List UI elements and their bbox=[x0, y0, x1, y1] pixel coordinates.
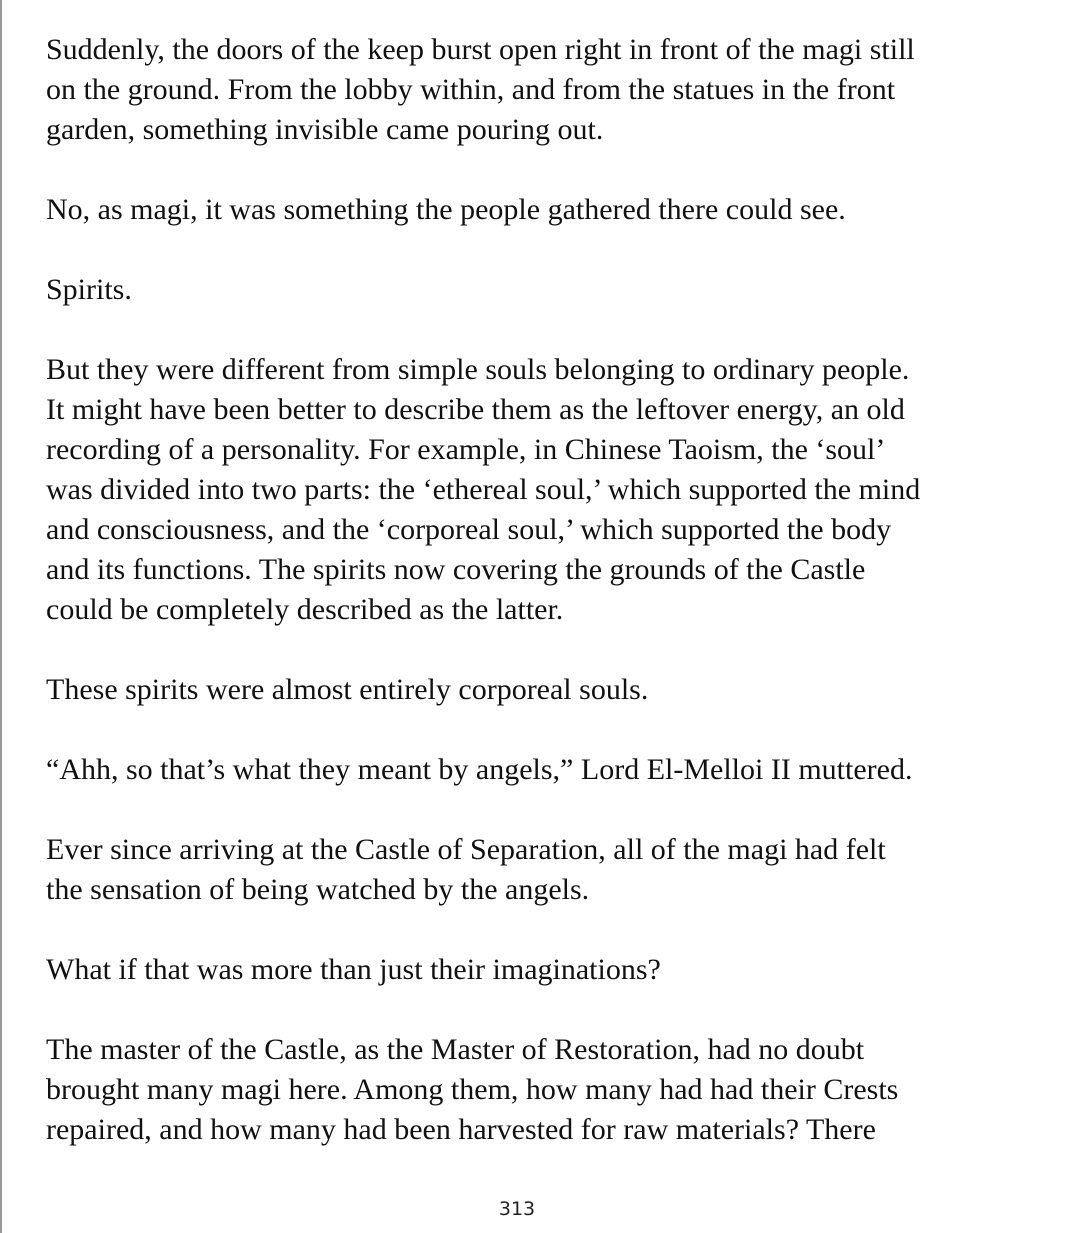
text-line: and its functions. The spirits now covering the grounds of the Castle bbox=[46, 553, 866, 586]
text-line: “Ahh, so that’s what they meant by angels,” Lord El-Melloi II muttered. bbox=[46, 753, 913, 786]
paragraph bbox=[46, 190, 1056, 230]
text-line: No, as magi, it was something the people gathered there could see. bbox=[46, 193, 846, 226]
text-line: could be completely described as the latter. bbox=[46, 593, 564, 626]
page-number: 313 bbox=[498, 1198, 536, 1220]
text-line: and consciousness, and the ‘corporeal soul,’ which supported the body bbox=[46, 513, 892, 546]
paragraph bbox=[46, 950, 1056, 990]
paragraph bbox=[46, 670, 1056, 710]
text-line: Spirits. bbox=[46, 273, 132, 306]
text-line: on the ground. From the lobby within, and from the statues in the front bbox=[46, 73, 896, 106]
text-line: What if that was more than just their imaginations? bbox=[46, 953, 661, 986]
text-line: brought many magi here. Among them, how many had had their Crests bbox=[46, 1073, 899, 1106]
text-line: The master of the Castle, as the Master of Restoration, had no doubt bbox=[46, 1033, 865, 1066]
text-line: It might have been better to describe them as the leftover energy, an old bbox=[46, 393, 905, 426]
text-line: But they were different from simple souls belonging to ordinary people. bbox=[46, 353, 910, 386]
paragraph bbox=[46, 1030, 1056, 1150]
paragraph bbox=[46, 750, 1056, 790]
text-line: repaired, and how many had been harvested for raw materials? There bbox=[46, 1113, 876, 1146]
text-line: garden, something invisible came pouring out. bbox=[46, 113, 604, 146]
paragraph bbox=[46, 830, 1056, 910]
paragraph bbox=[46, 30, 1056, 150]
text-line: the sensation of being watched by the angels. bbox=[46, 873, 590, 906]
paragraph bbox=[46, 350, 1056, 630]
text-line: Suddenly, the doors of the keep burst open right in front of the magi still bbox=[46, 33, 915, 66]
text-line: recording of a personality. For example, in Chinese Taoism, the ‘soul’ bbox=[46, 433, 886, 466]
text-line: These spirits were almost entirely corporeal souls. bbox=[46, 673, 649, 706]
text-line: Ever since arriving at the Castle of Separation, all of the magi had felt bbox=[46, 833, 886, 866]
text-line: was divided into two parts: the ‘ethereal soul,’ which supported the mind bbox=[46, 473, 921, 506]
body-text bbox=[46, 30, 1056, 1190]
paragraph bbox=[46, 270, 1056, 310]
